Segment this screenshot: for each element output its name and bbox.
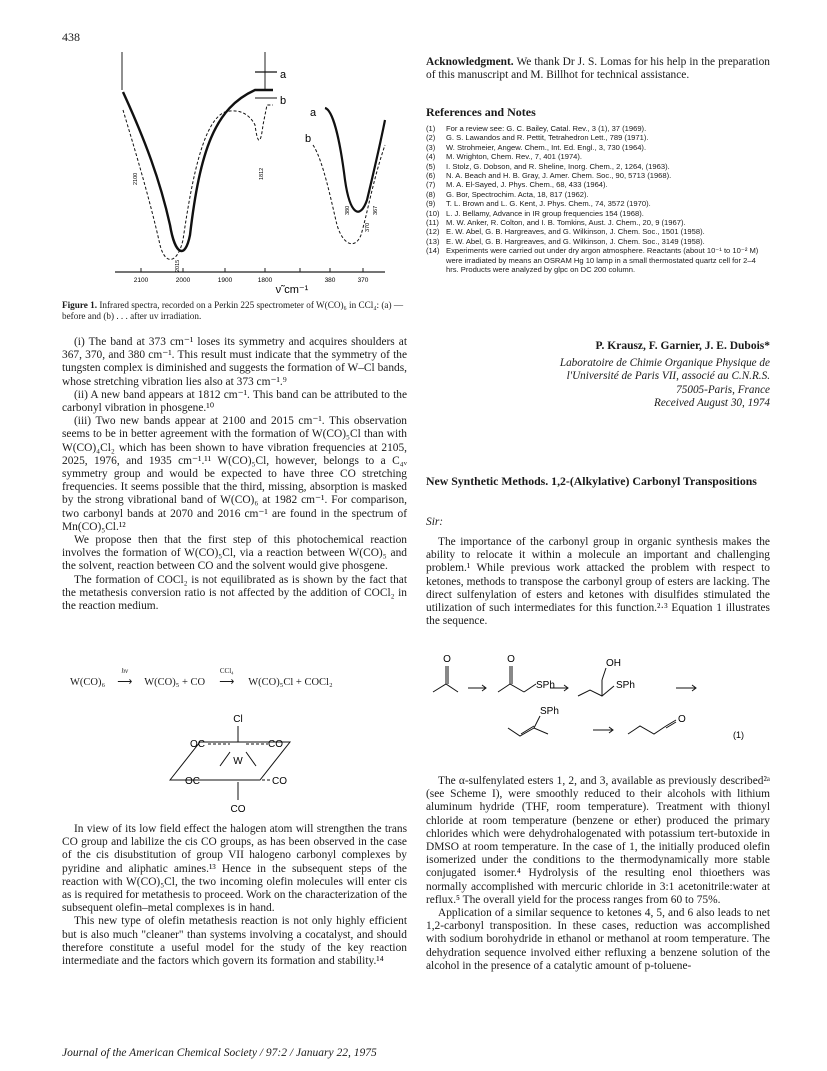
reference-number: (11) [426, 218, 439, 228]
svg-text:OC: OC [185, 776, 200, 787]
svg-text:O: O [678, 714, 686, 725]
svg-text:O: O [507, 654, 515, 665]
reference-item [426, 190, 770, 199]
reference-item [426, 171, 770, 180]
axis-unit: ν̃ cm⁻¹ [275, 284, 309, 296]
band-label: 367 [373, 205, 379, 215]
ack-heading: Acknowledgment. [426, 56, 514, 68]
eq-mid: W(CO)₅ + CO [144, 677, 206, 688]
reference-text: G. Bor, Spectrochim. Acta, 18, 817 (1962). [446, 189, 589, 199]
paragraph: The α-sulfenylated esters 1, 2, and 3, available as previously described²ᵃ (see Scheme I), were smoothly reduced to their alcohols with lithium aluminum hydride (THF, room temperature). Treatment with thionyl chloride at room temperature (benzene or ether) produced the primary chlorides which were dehydrohalogenated with potassium tert-butoxide in DMSO at room temperature. In the case of 1, the initially produced olefin isomerized under the conditions to the thermodynamically more stable conjugated isomer.⁴ Hydrolysis of the resulting enol thioethers was normally accomplished with mercuric chloride in 3:1 acetonitrile:water at reflux.⁵ The overall yield for the process ranges from 60 to 75%. [426, 775, 770, 906]
svg-text:SPh: SPh [540, 706, 559, 717]
svg-text:OH: OH [606, 658, 621, 669]
figure-caption [62, 300, 407, 322]
eq-reactant: W(CO)₆ [70, 677, 106, 688]
eq-arrow1-label: hν [121, 667, 129, 675]
reference-number: (3) [426, 142, 436, 152]
transposition-scheme [428, 650, 768, 755]
svg-text:CO: CO [268, 739, 283, 750]
tungsten-complex-structure [150, 712, 330, 812]
reference-text: M. W. Anker, R. Colton, and I. B. Tomkins, Aust. J. Chem., 20, 9 (1967). [446, 218, 686, 228]
reference-item [426, 209, 770, 218]
address-block [426, 357, 770, 411]
spectrum-curve-b-right [313, 145, 385, 244]
eq-products: W(CO)₅Cl + COCl₂ [248, 677, 333, 688]
paragraph: The formation of COCl₂ is not equilibrated as is shown by the fact that the metathesis conversion ratio is not affected by the addition of COCl₂ in the reaction medium. [62, 573, 407, 613]
svg-text:OC: OC [190, 739, 205, 750]
tick-label: 2100 [133, 277, 149, 284]
curve-label-a: a [280, 69, 287, 81]
svg-text:W: W [233, 756, 243, 767]
svg-text:CO: CO [272, 776, 287, 787]
tick-label: 380 [324, 277, 336, 284]
article-title: New Synthetic Methods. 1,2-(Alkylative) Carbonyl Transpositions [426, 474, 757, 488]
reference-item [426, 227, 770, 236]
curve-label-b: b [280, 95, 287, 107]
reference-number: (2) [426, 133, 436, 143]
reference-text: For a review see: G. C. Bailey, Catal. Rev., 3 (1), 37 (1969). [446, 124, 647, 133]
paragraph: Application of a similar sequence to ketones 4, 5, and 6 also leads to net 1,2-carbonyl transposition. In these cases, reduction was accomplished with sodium borohydride in ethanol or methanol at room temperature. The dehydration sequence involved either refluxing a benzene solution of the alcohol in the presence of a catalytic amount of p-toluene- [426, 907, 770, 972]
reference-number: (13) [426, 236, 440, 246]
svg-text:O: O [443, 654, 451, 665]
salutation: Sir: [426, 516, 444, 528]
reference-number: (1) [426, 124, 436, 133]
reference-text: E. W. Abel, G. B. Hargreaves, and G. Wilkinson, J. Chem. Soc., 1501 (1958). [446, 227, 705, 237]
reference-text: T. L. Brown and L. G. Kent, J. Phys. Chem., 74, 3572 (1970). [446, 199, 651, 209]
curve-label-a: a [310, 107, 317, 119]
paragraph: (iii) Two new bands appear at 2100 and 2015 cm⁻¹. This observation seems to be in better agreement with the formation of W(CO)₅Cl than with W(CO)₄Cl₂ which has been shown to have vibration frequencies at 2105, 2025, 1976, and 1935 cm⁻¹.¹¹ W(CO)₅Cl, however, belongs to a C₄ᵥ symmetry group and would be expected to have three CO stretching frequencies. It seems possible that the third, missing, absorption is masked by the strong vibrational band of W(CO)₆ at 1982 cm⁻¹. For comparison, two carbonyl bands at 2070 and 2016 cm⁻¹ are found in the spectrum of Mn(CO)₅Cl.¹² [62, 415, 407, 533]
reference-text: E. W. Abel, G. B. Hargreaves, and G. Wilkinson, J. Chem. Soc., 3149 (1958). [446, 236, 705, 246]
paragraph: (i) The band at 373 cm⁻¹ loses its symmetry and acquires shoulders at 367, 370, and 380 cm⁻¹. This result must indicate that the symmetry of the tungsten complex is diminished and suggests the formation of W–Cl bands, whose stretching vibration lies also at 373 cm⁻¹.⁹ [62, 336, 407, 388]
reference-text: L. J. Bellamy, Advance in IR group frequencies 154 (1968). [446, 208, 644, 218]
reference-item [426, 143, 770, 152]
journal-footer: Journal of the American Chemical Society / 97:2 / January 22, 1975 [62, 1047, 377, 1059]
band-label: 2100 [133, 172, 139, 185]
acknowledgment [426, 56, 770, 82]
reference-number: (14) [426, 246, 440, 256]
tick-label: 1800 [257, 277, 273, 284]
reference-text: Experiments were carried out under dry argon atmosphere. Reactants (about 10⁻¹ to 10⁻² M) were irradiated by means an OSRAM Hg 10 lamp in a small thermostated quartz cell for 2–4 hrs. Products were analyzed by glpc on DC 200 column. [446, 246, 759, 275]
left-body-2 [62, 823, 407, 968]
tick-label: 1900 [217, 277, 233, 284]
tick-label: 2000 [175, 277, 191, 284]
reference-item [426, 180, 770, 189]
right-body-1 [426, 536, 770, 628]
svg-text:SPh: SPh [536, 680, 555, 691]
paragraph: The importance of the carbonyl group in organic synthesis makes the ability to relocate it within a molecule an important and challenging problem.¹ While previous work attacked the problem with respect to ketones, methods to transpose the carbonyl group of esters are lacking. The direct sulfenylation of esters and ketones with disulfides stimulated the utilization of such intermediates for this function.²·³ Equation 1 illustrates the sequence. [426, 536, 770, 628]
reference-item [426, 237, 770, 246]
reference-item [426, 133, 770, 142]
ir-spectrum-figure [105, 50, 405, 298]
reference-number: (7) [426, 180, 436, 190]
ack-text: We thank Dr J. S. Lomas for his help in the preparation of this manuscript and M. Billhot for technical assistance. [426, 56, 770, 82]
svg-text:(1): (1) [733, 730, 744, 740]
band-label: 2015 [175, 259, 181, 272]
svg-text:CO: CO [230, 804, 246, 812]
reference-text: M. Wrighton, Chem. Rev., 7, 401 (1974). [446, 152, 583, 162]
band-label: 1812 [259, 167, 265, 180]
left-body-1 [62, 336, 407, 613]
reference-number: (4) [426, 152, 436, 162]
spectrum-curve-a [123, 90, 273, 251]
reference-text: I. Stolz, G. Dobson, and R. Sheline, Inorg. Chem., 2, 1264, (1963). [446, 161, 670, 171]
reference-number: (9) [426, 199, 436, 209]
reference-number: (10) [426, 208, 440, 218]
reference-text: M. A. El-Sayed, J. Phys. Chem., 68, 433 (1964). [446, 180, 608, 190]
reference-number: (6) [426, 171, 436, 181]
paragraph: This new type of olefin metathesis reaction is not only highly efficient but is also much "cleaner" than systems involving a cocatalyst, and should therefore constitute a useful model for the study of the key reaction intermediate and the factors which govern its formation and stability.¹⁴ [62, 915, 407, 968]
reference-number: (8) [426, 189, 436, 199]
eq-arrow2-label: CCl₄ [219, 667, 234, 675]
reference-item [426, 199, 770, 208]
svg-text:SPh: SPh [616, 680, 635, 691]
page-number: 438 [62, 30, 80, 44]
band-label: 380 [345, 205, 351, 215]
paragraph: We propose then that the first step of this photochemical reaction involves the formation of W(CO)₅Cl, via a reaction between W(CO)₅ and the solvent, reaction between CO and the solvent would give phosgene. [62, 534, 407, 573]
received-date: Received August 30, 1974 [654, 397, 770, 410]
caption-label: Figure 1. [62, 300, 98, 310]
reaction-equation: W(CO)₆ hν ⟶ W(CO)₅ + CO CCl₄ ⟶ W(CO)₅Cl + COCl₂ [70, 667, 333, 688]
paragraph: (ii) A new band appears at 1812 cm⁻¹. This band can be attributed to the carbonyl vibration in phosgene.¹⁰ [62, 388, 407, 415]
caption-text: Infrared spectra, recorded on a Perkin 225 spectrometer of W(CO)₆ in CCl₄: (a) — before and (b) . . . after uv irradiation. [62, 300, 404, 321]
address-line: Laboratoire de Chimie Organique Physique de [559, 357, 770, 369]
address-line: 75005-Paris, France [676, 383, 770, 396]
curve-label-b: b [305, 133, 312, 145]
references-list [426, 124, 770, 275]
reference-number: (12) [426, 227, 440, 237]
reference-item [426, 218, 770, 227]
reference-text: W. Strohmeier, Angew. Chem., Int. Ed. Engl., 3, 730 (1964). [446, 142, 647, 152]
right-body-2 [426, 775, 770, 973]
reference-item [426, 124, 770, 133]
reference-item [426, 246, 770, 274]
reference-text: N. A. Beach and H. B. Gray, J. Amer. Chem. Soc., 90, 5713 (1968). [446, 171, 672, 181]
spectrum-curve-a-right [325, 108, 385, 212]
band-label: 370 [365, 222, 371, 232]
references-heading: References and Notes [426, 105, 536, 119]
paragraph: In view of its low field effect the halogen atom will strengthen the trans CO group and labilize the cis CO groups, as has been observed in the case of the cis disubstitution of group VII halogeno carbonyl complexes by pyridine and aliphatic amines.¹³ Hence in the subsequent steps of the reaction with W(CO)₅Cl, the two incoming olefin molecules will enter cis as is required for metathesis to proceed. Work on the characterization of the subsequent olefin–metal complexes is in hand. [62, 823, 407, 915]
tick-label: 370 [357, 277, 369, 284]
reference-text: G. S. Lawandos and R. Pettit, Tetrahedron Lett., 789 (1971). [446, 133, 649, 143]
reference-item [426, 152, 770, 161]
svg-text:Cl: Cl [233, 714, 243, 725]
reference-item [426, 162, 770, 171]
address-line: l'Université de Paris VII, associé au C.N.R.S. [566, 370, 770, 383]
authors: P. Krausz, F. Garnier, J. E. Dubois* [595, 340, 770, 352]
reference-number: (5) [426, 161, 436, 171]
